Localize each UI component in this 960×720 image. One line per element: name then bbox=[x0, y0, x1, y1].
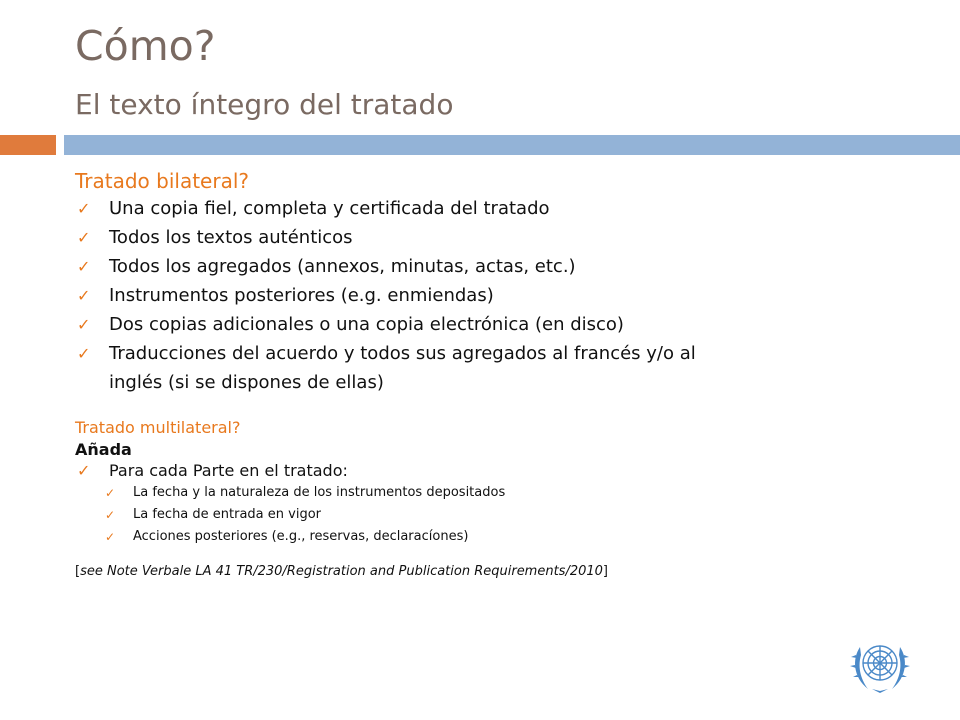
spacer bbox=[75, 548, 935, 562]
list-item-text: Para cada Parte en el tratado: bbox=[109, 461, 348, 480]
check-icon: ✓ bbox=[105, 486, 116, 500]
list-item bbox=[75, 460, 935, 482]
slide-subtitle: El texto íntegro del tratado bbox=[75, 88, 454, 121]
list-item-text: Instrumentos posteriores (e.g. enmiendas) bbox=[109, 285, 494, 306]
list-item bbox=[75, 223, 935, 252]
slide-title: Cómo? bbox=[75, 22, 216, 70]
note-close-bracket: ] bbox=[602, 564, 608, 579]
list-item bbox=[75, 281, 935, 310]
list-item-continuation bbox=[75, 368, 935, 397]
sub-list-item bbox=[75, 482, 935, 504]
list-item bbox=[75, 339, 935, 368]
list-item-text: Todos los agregados (annexos, minutas, actas, etc.) bbox=[109, 256, 576, 277]
reference-note bbox=[75, 562, 935, 582]
slide-content bbox=[75, 168, 935, 582]
multilateral-heading: Tratado multilateral? bbox=[75, 418, 241, 437]
check-icon: ✓ bbox=[77, 257, 91, 276]
un-emblem-icon bbox=[848, 633, 912, 697]
list-item bbox=[75, 194, 935, 223]
check-icon: ✓ bbox=[77, 344, 91, 363]
note-open-bracket: [ bbox=[75, 564, 81, 579]
list-item bbox=[75, 252, 935, 281]
note-text: see Note Verbale LA 41 TR/230/Registration and Publication Requirements/2010 bbox=[80, 564, 603, 579]
check-icon: ✓ bbox=[77, 228, 91, 247]
list-item-text: inglés (si se dispones de ellas) bbox=[109, 372, 384, 393]
sub-list-item-text: La fecha de entrada en vigor bbox=[133, 507, 322, 522]
bilateral-heading: Tratado bilateral? bbox=[75, 169, 250, 193]
header-rule-bar bbox=[64, 135, 960, 155]
list-item-text: Dos copias adicionales o una copia electrónica (en disco) bbox=[109, 314, 624, 335]
sub-list-item bbox=[75, 504, 935, 526]
check-icon: ✓ bbox=[77, 315, 91, 334]
multilateral-list bbox=[75, 460, 935, 548]
add-label: Añada bbox=[75, 440, 132, 459]
sub-list-item-text: La fecha y la naturaleza de los instrumentos depositados bbox=[133, 485, 506, 500]
check-icon: ✓ bbox=[105, 530, 116, 544]
list-item-text: Traducciones del acuerdo y todos sus agregados al francés y/o al bbox=[109, 343, 696, 364]
list-item bbox=[75, 310, 935, 339]
check-icon: ✓ bbox=[77, 286, 91, 305]
accent-bar bbox=[0, 135, 56, 155]
sub-list-item bbox=[75, 526, 935, 548]
list-item-text: Todos los textos auténticos bbox=[109, 227, 353, 248]
bilateral-list bbox=[75, 194, 935, 397]
sub-list-item-text: Acciones posteriores (e.g., reservas, declaracíones) bbox=[133, 529, 469, 544]
spacer bbox=[75, 397, 935, 417]
check-icon: ✓ bbox=[77, 199, 91, 218]
check-icon: ✓ bbox=[77, 461, 91, 480]
check-icon: ✓ bbox=[105, 508, 116, 522]
list-item-text: Una copia fiel, completa y certificada del tratado bbox=[109, 198, 550, 219]
